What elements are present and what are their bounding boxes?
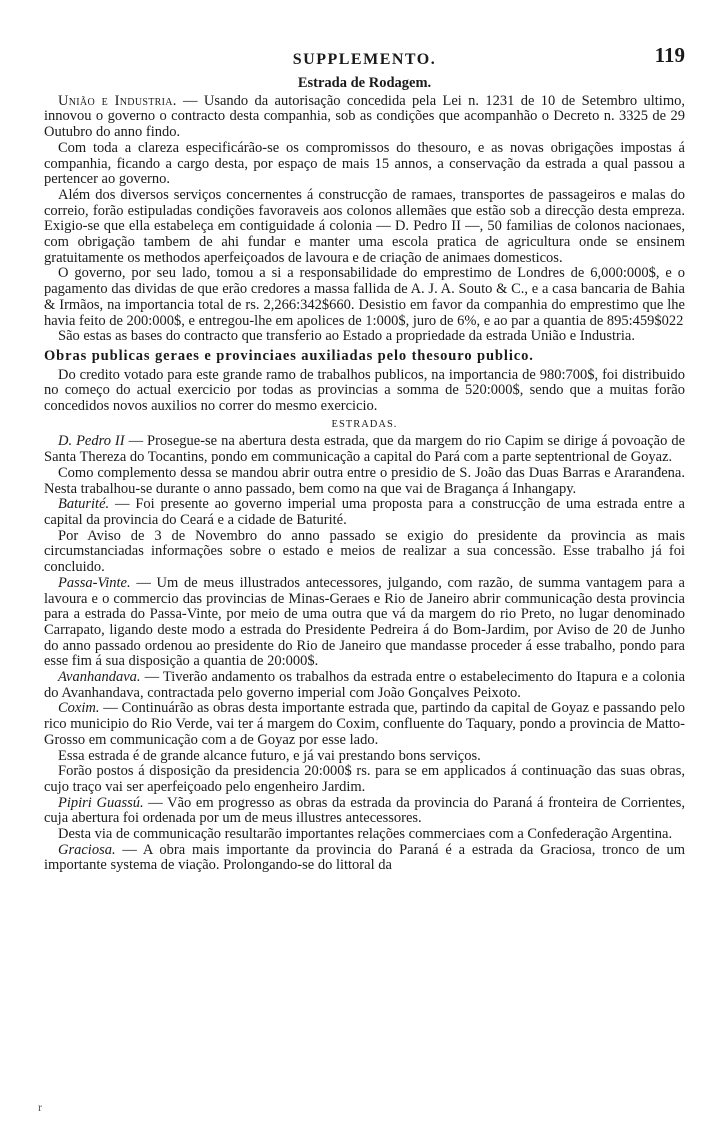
paragraph-dpedro	[44, 434, 685, 465]
paragraph-text: — Continuárão as obras desta importante estrada que, partindo da capital de Goyaz e passando pelo rico municipio do Rio Verde, vai ter á margem do Coxim, confluente do Taquary, pondo a provincia de Matto-Grosso em communicação com a de Goyaz por esse lado.	[44, 700, 685, 748]
section-title-obras-publicas: Obras publicas geraes e provinciaes auxiliadas pelo thesouro publico.	[44, 347, 534, 364]
paragraph-servicos: Além dos diversos serviços concernentes á construcção de ramaes, transportes de passageiros e malas do correio, forão estipuladas condições favoraveis aos colonos allemães que estão sob a direcção desta empreza. Exigio-se que ella estabeleça em contiguidade á colonia — D. Pedro II —, 50 familias de colonos nacionaes, com obrigação tambem de ahi fundar e manter uma escola pratica de agricultura onde se ensinem gratuitamente os methodos aperfeiçoados de lavoura e de criação de animaes domesticos.	[44, 186, 685, 266]
paragraph-text: — Usando da autorisação concedida pela Lei n. 1231 de 10 de Setembro ultimo, innovou o governo o contracto desta companhia, sob as condições que acompanhão o Decreto n. 3325 de 29 Outubro do anno findo.	[44, 92, 685, 141]
paragraph-label: D. Pedro II	[58, 433, 125, 450]
paragraph-text: — Foi presente ao governo imperial uma proposta para a construcção de uma estrada entre a capital da provincia do Ceará e a cidade de Baturité.	[44, 496, 685, 528]
paragraph-coxim	[44, 701, 685, 748]
paragraph-label: Pipiri Guassú.	[58, 794, 144, 811]
section-title-estrada-rodagem: Estrada de Rodagem.	[297, 75, 432, 91]
paragraph-label: União e Industria.	[58, 92, 177, 109]
paragraph-graciosa	[44, 843, 685, 874]
paragraph-clareza: Com toda a clareza especificárão-se os compromissos do thesouro, e as novas obrigações impostas á companhia, ficando a cargo desta, por espaço de mais 15 annos, a conservação da estrada a qual passou a pertencer ao governo.	[44, 139, 685, 188]
subheading-estradas: ESTRADAS.	[331, 418, 398, 430]
paragraph-label: Passa-Vinte.	[58, 574, 131, 591]
paragraph-credito: Do credito votado para este grande ramo de trabalhos publicos, na importancia de 980:700$, foi distribuido no começo do actual exercicio por todas as provincias a somma de 520:000$, sendo que a muitas forão concedidos novos auxilios no correr do mesmo exercicio.	[44, 366, 685, 415]
paragraph-text: — A obra mais importante da provincia do Paraná é a estrada da Graciosa, tronco de um importante systema de viação. Prolongando-se do littoral da	[44, 841, 685, 874]
paragraph-uniao-industria	[44, 94, 685, 141]
paragraph-text: — Prosegue-se na abertura desta estrada, que da margem do rio Capim se dirige á povoação de Santa Thereza do Tocantins, pondo em communicação a capital do Pará com a parte septentrional de Goyaz.	[44, 433, 685, 466]
document-page	[44, 43, 686, 874]
paragraph-pipiri-guassu	[44, 796, 685, 827]
paragraph-label: Graciosa.	[58, 841, 116, 858]
paragraph-confederacao: Desta via de communicação resultarão importantes relações commerciaes com a Confederação Argentina.	[58, 826, 673, 843]
page-number: 119	[654, 43, 685, 67]
paragraph-label: Coxim.	[58, 700, 100, 717]
paragraph-baturite	[44, 497, 685, 528]
paragraph-coxim-verba: Forão postos á disposição da presidencia 20:000$ rs. para se em applicados á continuação das suas obras, cujo traço vai ser aperfeiçoado pelo engenheiro Jardim.	[44, 763, 685, 795]
paragraph-label: Avanhandava.	[58, 669, 141, 686]
paragraph-text: — Vão em progresso as obras da estrada da provincia do Paraná á fronteira de Corrientes, cuja abertura foi ordenada por um de meus illustres antecessores.	[44, 794, 686, 827]
page-header	[44, 43, 685, 74]
paragraph-governo: O governo, por seu lado, tomou a si a responsabilidade do emprestimo de Londres de 6,000:000$, e o pagamento das dividas de que erão credores a massa fallida de A. J. A. Souto & C., e a casa bancaria de Bahia & Irmãos, na importancia total de rs. 2,266:342$660. Desistio em favor da companhia do emprestimo que lhe havia feito de 200:000$, e entregou-lhe em apolices de 1:000$, juro de 6%, e ao par a quantia de 895:459$022	[44, 265, 685, 329]
paragraph-bases: São estas as bases do contracto que transferio ao Estado a propriedade da estrada União e Industria.	[58, 328, 635, 345]
margin-mark: r	[38, 1100, 42, 1114]
paragraph-complemento: Como complemento dessa se mandou abrir outra entre o presidio de S. João das Duas Barras e Araranđena. Nesta trabalhou-se durante o anno passado, bem como na que vai de Bragança á Inhangapy.	[44, 464, 685, 497]
paragraph-avanhandava	[44, 670, 685, 701]
paragraph-text: — Tiverão andamento os trabalhos da estrada entre o estabelecimento do Itapura e a colonia do Avanhandava, contractada pelo governo imperial com João Gonçalves Peixoto.	[44, 669, 685, 701]
paragraph-label: Baturité.	[58, 496, 110, 513]
paragraph-passa-vinte	[44, 576, 685, 670]
paragraph-text: — Um de meus illustrados antecessores, julgando, com razão, de summa vantagem para a lavoura e o commercio das provincias de Minas-Geraes e Rio de Janeiro abrir communicação desta provincia para a estrada do Passa-Vinte, por meio de uma outra que vá da margem do rio Preto, no lugar denominado Carrapato, ligando deste modo a estrada do Presidente Pedreira á do Bom-Jardim, por Aviso de 20 de Junho do anno passado ordenou ao presidente do Rio de Janeiro que mandasse proceder á esse trabalho, pondo para esse fim á sua disposição a quantia de 20:000$.	[44, 574, 685, 670]
paragraph-baturite-aviso: Por Aviso de 3 de Novembro do anno passado se exigio do presidente da provincia as mais circumstanciadas informações sobre o estado e meios de realizar a sua concessão. Esse trabalho já foi concluido.	[44, 527, 685, 576]
running-title: SUPPLEMENTO.	[292, 51, 437, 68]
paragraph-coxim-futuro: Essa estrada é de grande alcance futuro, e já vai prestando bons serviços.	[58, 747, 481, 764]
